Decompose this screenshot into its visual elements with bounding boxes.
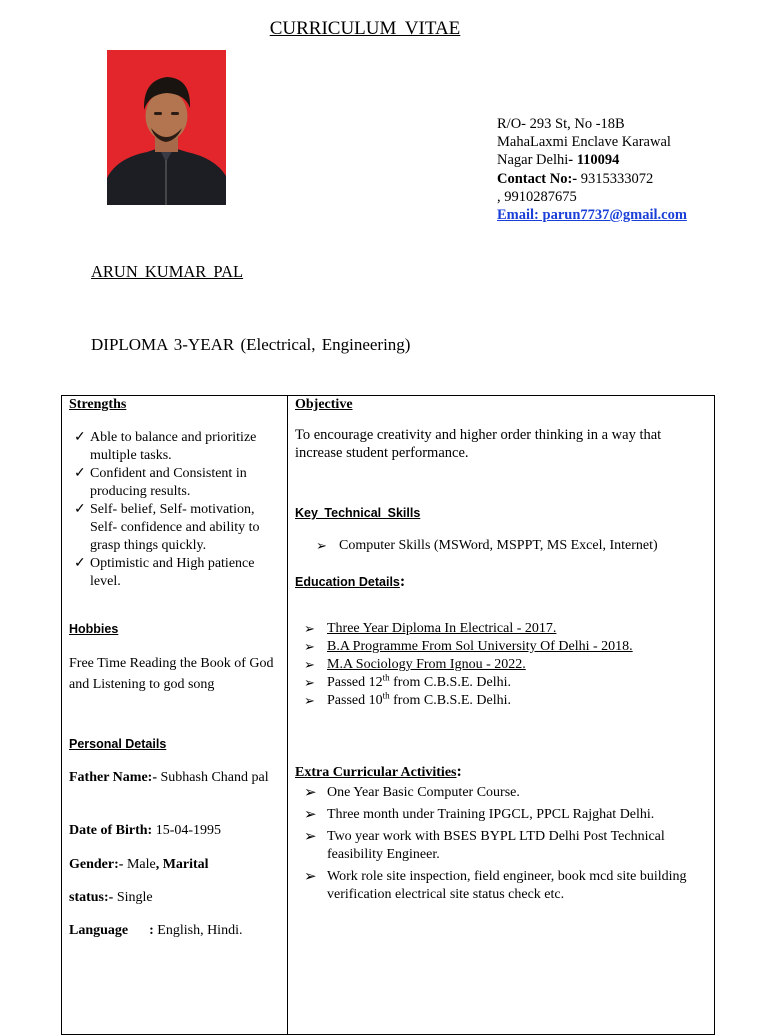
- arrow-bullet-icon: ➢: [304, 621, 315, 636]
- father-value: Subhash Chand pal: [157, 770, 269, 785]
- father-name: [69, 767, 279, 788]
- strengths-list: [74, 429, 279, 591]
- list-item: ➢ Three Year Diploma In Electrical - 2017.: [304, 621, 557, 636]
- objective-heading: Objective: [295, 397, 353, 412]
- address-pin: - 110094: [568, 152, 620, 169]
- arrow-bullet-icon: ➢: [304, 693, 315, 708]
- gender-value: Male: [123, 857, 156, 872]
- address-line-2: MahaLaxmi Enclave Karawal: [497, 134, 671, 151]
- address-city: Nagar Delhi: [497, 152, 569, 169]
- gender: [69, 854, 279, 875]
- hobbies-heading: Hobbies: [69, 622, 119, 636]
- profile-photo: [107, 50, 226, 205]
- document-title: CURRICULUM VITAE: [269, 18, 461, 39]
- language-value: English, Hindi.: [153, 923, 243, 938]
- list-item: ➢ Three month under Training IPGCL, PPCL Rajghat Delhi.: [304, 807, 655, 823]
- gender-label: Gender:-: [69, 857, 124, 872]
- candidate-name: ARUN KUMAR PAL: [91, 262, 244, 281]
- personal-details-heading: Personal Details: [69, 737, 167, 751]
- list-item: ➢ B.A Programme From Sol University Of Delhi - 2018.: [304, 639, 633, 654]
- skills-heading: Key Technical Skills: [295, 506, 421, 520]
- strengths-heading: Strengths: [69, 397, 127, 412]
- list-item: ➢ Work role site inspection, field engineer, book mcd site building verification electrical site status check etc.: [304, 869, 687, 902]
- check-icon: ✓: [74, 466, 86, 481]
- contact-value: 9315333072: [577, 170, 654, 187]
- contact-row: [497, 170, 687, 188]
- list-item: ✓ Confident and Consistent in producing results.: [74, 466, 247, 499]
- language-label: Language: [69, 923, 129, 938]
- address-line-1: R/O- 293 St, No -18B: [497, 116, 625, 132]
- list-item: ➢ M.A Sociology From Ignou - 2022.: [304, 657, 526, 672]
- check-icon: ✓: [74, 430, 86, 445]
- marital-status: [69, 887, 279, 908]
- address-line-3: [497, 151, 687, 169]
- contact-row-2: , 9910287675: [497, 188, 577, 205]
- arrow-bullet-icon: ➢: [304, 807, 317, 823]
- arrow-bullet-icon: ➢: [304, 829, 317, 845]
- check-icon: ✓: [74, 502, 86, 517]
- email-link[interactable]: Email: parun7737@gmail.com: [497, 207, 687, 224]
- arrow-bullet-icon: ➢: [304, 785, 317, 801]
- list-item: ✓ Able to balance and prioritize multiple tasks.: [74, 430, 257, 463]
- education-heading: Education Details:: [295, 573, 406, 590]
- education-list: [295, 620, 705, 710]
- extra-curricular-list: [295, 784, 705, 904]
- list-item: ➢ Passed 12th from C.B.S.E. Delhi.: [304, 672, 511, 690]
- dob-value: 15-04-1995: [152, 823, 222, 838]
- qualification: DIPLOMA 3-YEAR (Electrical, Engineering): [91, 335, 411, 354]
- person-silhouette-icon: [107, 50, 226, 205]
- father-label: Father Name:-: [69, 770, 157, 785]
- language-colon: :: [128, 923, 154, 938]
- status-label: status:-: [69, 890, 114, 905]
- list-item: ✓ Self- belief, Self- motivation, Self- confidence and ability to grasp things quickly.: [74, 502, 260, 553]
- arrow-bullet-icon: ➢: [316, 538, 327, 553]
- dob-label: Date of Birth:: [69, 823, 153, 838]
- check-icon: ✓: [74, 556, 86, 571]
- contact-label: Contact No:-: [497, 170, 578, 187]
- list-item: ➢ Passed 10th from C.B.S.E. Delhi.: [304, 690, 511, 708]
- status-value: Single: [113, 890, 153, 905]
- arrow-bullet-icon: ➢: [304, 657, 315, 672]
- skills-list: [307, 537, 707, 555]
- language: [69, 920, 279, 941]
- list-item: ✓ Optimistic and High patience level.: [74, 556, 255, 589]
- arrow-bullet-icon: ➢: [304, 675, 315, 690]
- list-item: ➢ Computer Skills (MSWord, MSPPT, MS Excel, Internet): [316, 538, 658, 553]
- list-item: ➢ One Year Basic Computer Course.: [304, 785, 520, 801]
- marital-label: , Marital: [155, 857, 209, 872]
- address-block: [497, 115, 687, 224]
- arrow-bullet-icon: ➢: [304, 639, 315, 654]
- hobbies-text: Free Time Reading the Book of God and Listening to god song: [69, 656, 274, 692]
- date-of-birth: [69, 820, 279, 841]
- table-divider: [287, 395, 288, 1035]
- arrow-bullet-icon: ➢: [304, 869, 317, 885]
- objective-text: To encourage creativity and higher order thinking in a way that increase student performance.: [295, 427, 662, 461]
- list-item: ➢ Two year work with BSES BYPL LTD Delhi Post Technical feasibility Engineer.: [304, 829, 665, 862]
- extra-curricular-heading: Extra Curricular Activities:: [295, 763, 462, 780]
